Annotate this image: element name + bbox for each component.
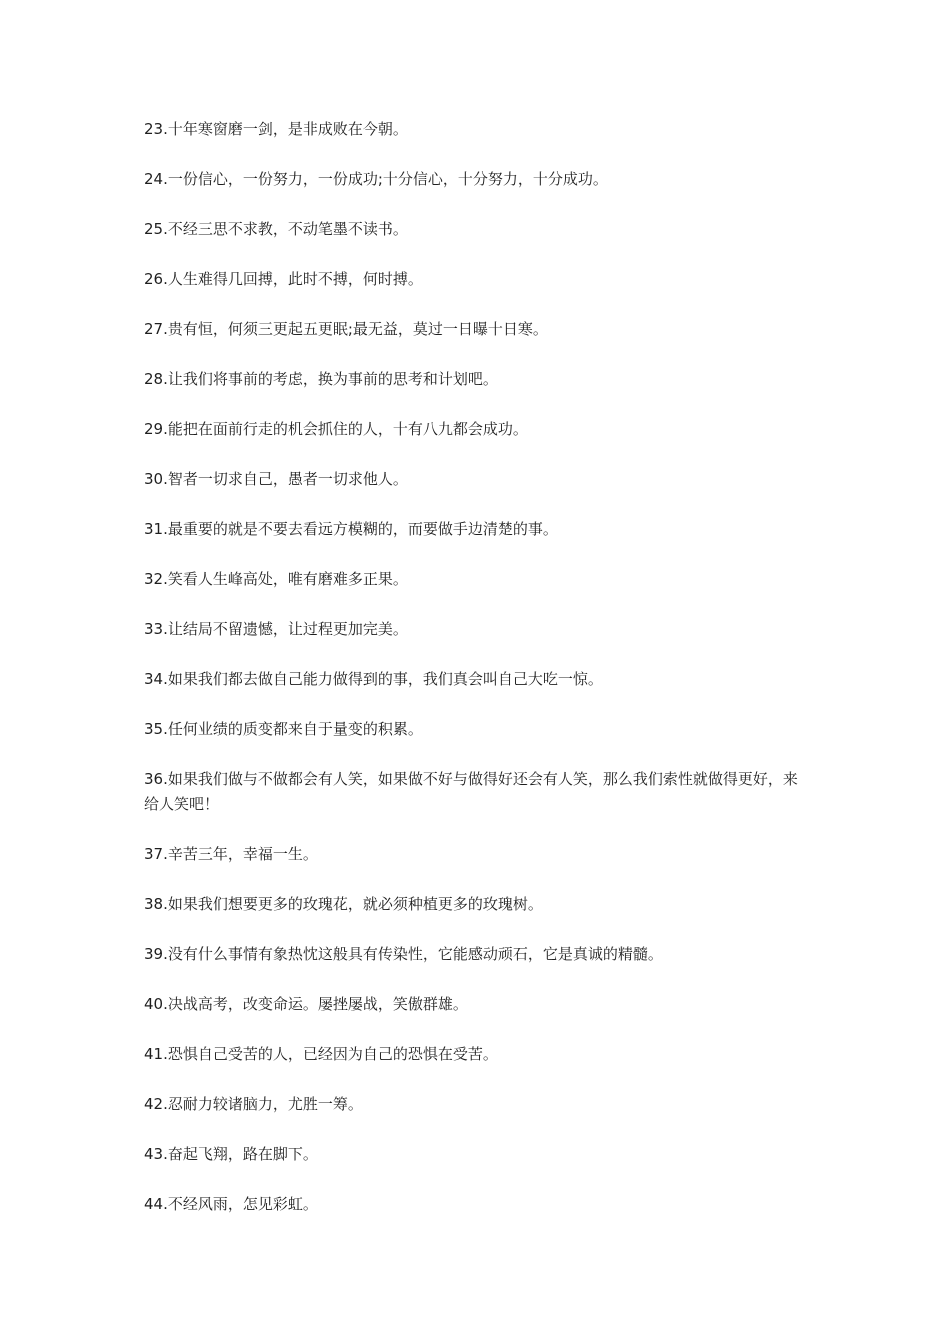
quote-29: 29.能把在面前行走的机会抓住的人，十有八九都会成功。 — [144, 420, 528, 438]
quote-39: 39.没有什么事情有象热忱这般具有传染性，它能感动顽石，它是真诚的精髓。 — [144, 945, 663, 963]
quote-28: 28.让我们将事前的考虑，换为事前的思考和计划吧。 — [144, 370, 498, 388]
quote-25: 25.不经三思不求教，不动笔墨不读书。 — [144, 220, 408, 238]
quote-44: 44.不经风雨，怎见彩虹。 — [144, 1195, 318, 1213]
quote-35: 35.任何业绩的质变都来自于量变的积累。 — [144, 720, 423, 738]
quote-30: 30.智者一切求自己，愚者一切求他人。 — [144, 470, 408, 488]
quote-23: 23.十年寒窗磨一剑，是非成败在今朝。 — [144, 120, 408, 138]
quote-31: 31.最重要的就是不要去看远方模糊的，而要做手边清楚的事。 — [144, 520, 558, 538]
quote-34: 34.如果我们都去做自己能力做得到的事，我们真会叫自己大吃一惊。 — [144, 670, 603, 688]
quote-42: 42.忍耐力较诸脑力，尤胜一筹。 — [144, 1095, 363, 1113]
quote-26: 26.人生难得几回搏，此时不搏，何时搏。 — [144, 270, 423, 288]
quote-32: 32.笑看人生峰高处，唯有磨难多正果。 — [144, 570, 408, 588]
quote-43: 43.奋起飞翔，路在脚下。 — [144, 1145, 318, 1163]
quote-36: 36.如果我们做与不做都会有人笑，如果做不好与做得好还会有人笑，那么我们索性就做得更好，来给人笑吧！ — [144, 770, 798, 813]
quote-list — [144, 117, 810, 1242]
quote-33: 33.让结局不留遗憾，让过程更加完美。 — [144, 620, 408, 638]
quote-37: 37.辛苦三年，幸福一生。 — [144, 845, 318, 863]
quote-40: 40.决战高考，改变命运。屡挫屡战，笑傲群雄。 — [144, 995, 468, 1013]
quote-38: 38.如果我们想要更多的玫瑰花，就必须种植更多的玫瑰树。 — [144, 895, 543, 913]
quote-24: 24.一份信心，一份努力，一份成功;十分信心，十分努力，十分成功。 — [144, 170, 608, 188]
quote-41: 41.恐惧自己受苦的人，已经因为自己的恐惧在受苦。 — [144, 1045, 498, 1063]
quote-27: 27.贵有恒，何须三更起五更眠;最无益，莫过一日曝十日寒。 — [144, 320, 548, 338]
